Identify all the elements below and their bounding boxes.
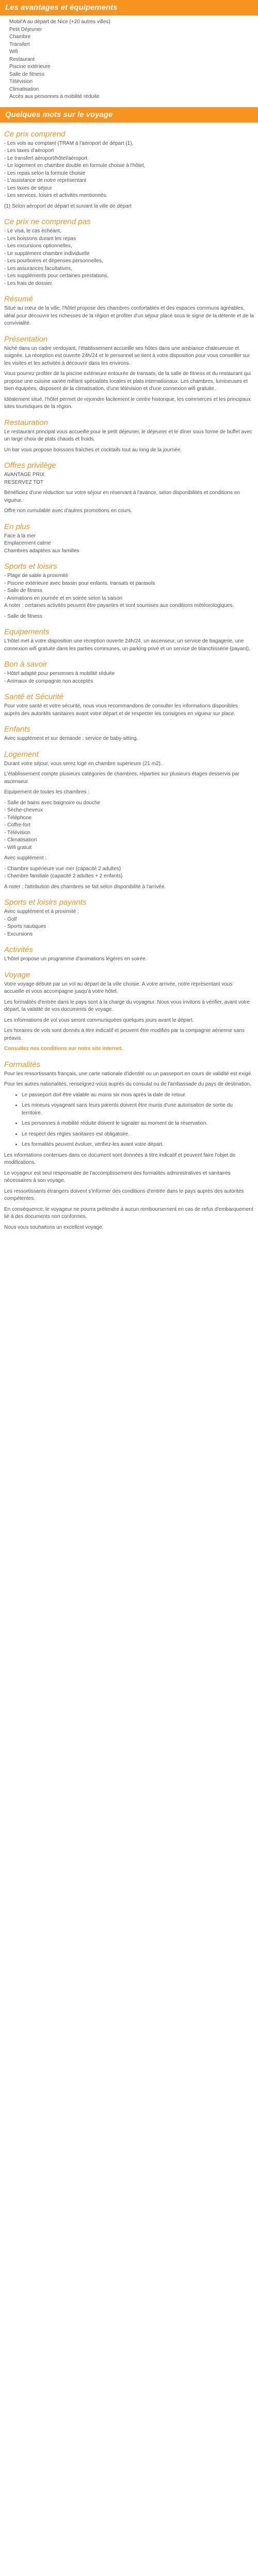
section-title: Résumé: [4, 295, 33, 303]
room-capacity-list: [4, 866, 254, 880]
good-to-know-list: [4, 670, 254, 685]
list-item: - Les taxes de séjour: [4, 185, 52, 191]
paragraph: Bénéficiez d'une réduction sur votre séjour en réservant à l'avance, selon disponibilités et conditions en vigueur.: [4, 490, 240, 503]
advantages-banner: Les avantages et équipements: [0, 0, 258, 15]
list-item: Climatisation: [9, 86, 39, 92]
section-title: Bon à savoir: [4, 660, 47, 669]
section-title: Formalités: [4, 1060, 41, 1069]
page: [0, 0, 258, 1250]
list-item: Chambres adaptées aux familles: [4, 548, 79, 554]
list-item: AVANTAGE PRIX: [4, 472, 45, 478]
offers-list: [4, 471, 254, 486]
list-item: - Chambre familiale (capacité 2 adultes + 2 enfants): [4, 873, 123, 879]
paragraph: Niché dans un cadre verdoyant, l'établissement accueille ses hôtes dans une ambiance chaleureuse et soignée. La réception est ouverte 24h/24 et le personnel se tient à votre disposition pour vous conseiller sur les visites et les activités à découvrir dans les environs.: [4, 345, 250, 366]
list-item: - Le visa, le cas échéant,: [4, 228, 61, 234]
section-title: Voyage: [4, 970, 30, 979]
footnote: (1) Selon aéroport de départ et suivant la ville de départ: [4, 203, 132, 209]
list-item: - Animations en journée et en soirée selon la saison: [4, 595, 123, 601]
list-item: Accès aux personnes à mobilité réduite: [9, 94, 100, 99]
paragraph: Vous pourrez profiter de la piscine extérieure entourée de transats, de la salle de fitness et du restaurant qui propose une cuisine variée mêlant spécialités locales et plats internationaux. Les chambres, lumineuses et bien équipées, disposent de la climatisation, d'une télévision et d'une connexion wifi gratuite.: [4, 371, 251, 392]
list-item: - Plage de sable à proximité: [4, 573, 68, 579]
list-item: - Les frais de dossier.: [4, 280, 54, 286]
paragraph: A noter : certaines activités peuvent être payantes et sont soumises aux conditions météorologiques.: [4, 603, 234, 608]
section-title: Enfants: [4, 725, 30, 734]
paragraph: Les ressortissants étrangers doivent s'informer des conditions d'entrée dans le pays auprès des autorités compétentes.: [4, 1188, 244, 1201]
paragraph: L'hôtel met à votre disposition une réception ouverte 24h/24, un ascenseur, un service de bagagerie, une connexion wifi gratuite dans les parties communes, un parking privé et un service de blanchisserie (payant).: [4, 638, 250, 652]
list-item: Salle de fitness: [9, 71, 44, 77]
paragraph: Nous vous souhaitons un excellent voyage.: [4, 1224, 104, 1230]
section-title: Sports et loisirs: [4, 562, 57, 571]
list-item: - Sèche-cheveux: [4, 807, 43, 813]
list-item: - Le supplément chambre individuelle: [4, 250, 90, 257]
formalities-list: [4, 1092, 254, 1149]
list-item: Emplacement calme: [4, 540, 51, 546]
paragraph: En conséquence, le voyageur ne pourra prétendre à aucun remboursement en cas de refus d'embarquement lié à des documents non conformes.: [4, 1206, 253, 1219]
list-item: Télévision: [9, 79, 33, 84]
paragraph: Pour les ressortissants français, une carte nationale d'identité ou un passeport en cours de validité est exigé.: [4, 1071, 253, 1077]
paragraph: Les horaires de vols sont donnés à titre indicatif et peuvent être modifiés par la compagnie aérienne sans préavis.: [4, 1028, 245, 1041]
list-item: RESERVEZ TOT: [4, 479, 44, 485]
list-item: - Salle de bains avec baignoire ou douche: [4, 800, 101, 806]
list-item: - Wifi gratuit: [4, 844, 32, 851]
list-item: Petit Déjeuner: [9, 26, 42, 32]
excluded-list: [4, 228, 254, 287]
paragraph: A noter : l'attribution des chambres se fait selon disponibilité à l'arrivée.: [4, 884, 166, 890]
paragraph: Les formalités d'entrée dans le pays sont à la charge du voyageur. Nous vous invitons à vérifier, avant votre départ, la validité de vos documents de voyage.: [4, 999, 250, 1012]
section-title: Offres privilège: [4, 461, 56, 470]
list-item: - Hôtel adapté pour personnes à mobilité réduite: [4, 671, 115, 676]
section-title: Présentation: [4, 334, 48, 344]
list-item: - Excursions: [4, 931, 33, 937]
list-item: - Chambre supérieure vue mer (capacité 2 adultes): [4, 866, 121, 872]
list-item: • Le passeport doit être valable au moins six mois après la date de retour.: [22, 1092, 254, 1099]
paragraph: Les informations de vol vous seront communiquées quelques jours avant le départ.: [4, 1017, 194, 1023]
list-item: - Les repas selon la formule choisie: [4, 170, 86, 176]
list-item: - Le logement en chambre double en formule choisie à l'hôtel,: [4, 163, 146, 168]
paragraph: Le voyageur est seul responsable de l'accomplissement des formalités administratives et sanitaires nécessaires à son voyage.: [4, 1170, 231, 1183]
section-title: Logement: [4, 750, 39, 759]
list-item: Transfert: [9, 41, 30, 47]
section-title: Santé et Sécurité: [4, 692, 64, 701]
sports-list: [4, 572, 254, 602]
included-list: [4, 140, 254, 200]
list-item: - Les services, loisirs et activités mentionnés.: [4, 193, 108, 198]
list-item: - Les taxes d'aéroport: [4, 148, 54, 154]
list-item: - Coffre-fort: [4, 822, 30, 828]
paragraph: L'établissement compte plusieurs catégories de chambres, réparties sur plusieurs étages desservis par ascenseur.: [4, 771, 240, 785]
paragraph: L'hôtel propose un programme d'animations légères en soirée.: [4, 956, 147, 962]
list-item: - L'assistance de notre représentant: [4, 178, 87, 183]
paragraph: Un bar vous propose boissons fraîches et cocktails tout au long de la journée.: [4, 447, 182, 453]
list-item: Wifi: [9, 49, 18, 55]
list-item: Restaurant: [9, 56, 35, 62]
section-title: Activités: [4, 945, 33, 954]
paragraph: Votre voyage débute par un vol au départ de la ville choisie. A votre arrivée, notre représentant vous accueille et vous accompagne jusqu'à votre hôtel.: [4, 981, 233, 994]
paragraph: Situé au cœur de la ville, l'hôtel propose des chambres confortables et des espaces communs agréables, idéal pour découvrir les richesses de la région et profiter d'un séjour placé sous le signe de la détente et de la convivialité.: [4, 306, 254, 326]
paragraph: Les informations contenues dans ce document sont données à titre indicatif et peuvent faire l'objet de modifications.: [4, 1152, 236, 1165]
list-item: • Le respect des règles sanitaires est obligatoire.: [22, 1131, 254, 1139]
section-title: Sports et loisirs payants: [4, 898, 87, 907]
notes-banner: Quelques mots sur le voyage: [0, 107, 258, 123]
list-item: Mobil'A au départ de Nice (+20 autres villes): [9, 19, 110, 25]
list-item: - Sports nautiques: [4, 924, 46, 929]
list-item: - Le transfert aéroport/hôtel/aéroport: [4, 155, 88, 161]
paragraph: Pour votre santé et votre sécurité, nous vous recommandons de consulter les informations disponibles auprès des autorités sanitaires avant votre départ et de respecter les consignes en vigueur sur place.: [4, 703, 238, 717]
paragraph: Le restaurant principal vous accueille pour le petit déjeuner, le déjeuner et le dîner sous forme de buffet avec un large choix de plats chauds et froids.: [4, 429, 252, 442]
list-item: - Salle de fitness: [4, 588, 42, 594]
section-title: Equipements: [4, 628, 50, 636]
advantages-list: [4, 19, 254, 101]
list-item: • Les personnes à mobilité réduite doivent le signaler au moment de la réservation.: [22, 1120, 254, 1128]
extras-list: [4, 533, 254, 555]
section-title: Ce prix comprend: [4, 129, 66, 139]
paragraph: Idéalement situé, l'hôtel permet de rejoindre facilement le centre historique, les commerces et les principaux sites touristiques de la région.: [4, 396, 251, 410]
paragraph: Avec supplément et sur demande : service de baby-sitting.: [4, 736, 138, 741]
list-item: - Les boissons durant les repas: [4, 235, 76, 242]
section-title: En plus: [4, 522, 30, 531]
list-item: - Piscine extérieure avec bassin pour enfants, transats et parasols: [4, 580, 155, 586]
list-item: - Les assurances facultatives,: [4, 265, 72, 272]
list-item: - Les pourboires et dépenses personnelles,: [4, 258, 103, 264]
conditions-link[interactable]: Consultez nos conditions sur notre site internet.: [4, 1046, 123, 1052]
list-item: Avec supplément et à proximité :: [4, 909, 79, 914]
list-item: • Les mineurs voyageant sans leurs parents doivent être munis d'une autorisation de sortie du territoire.: [22, 1102, 254, 1117]
paragraph: - Salle de fitness: [4, 613, 42, 619]
list-item: Face à la mer: [4, 533, 36, 539]
paragraph: Offre non cumulable avec d'autres promotions en cours.: [4, 508, 132, 514]
list-item: - Golf: [4, 916, 17, 922]
list-item: - Les vols au comptant (TRAM à l'aéroport de départ (1),: [4, 140, 134, 146]
list-item: - Télévision: [4, 829, 30, 836]
list-item: Piscine extérieure: [9, 64, 51, 70]
list-item: - Téléphone: [4, 815, 32, 821]
paragraph: Equipement de toutes les chambres :: [4, 789, 90, 795]
room-equipment-list: [4, 800, 254, 852]
list-item: - Animaux de compagnie non acceptés: [4, 678, 93, 684]
list-item: Chambre: [9, 34, 31, 40]
list-item: - Climatisation: [4, 837, 37, 843]
list-item: - Les excursions optionnelles,: [4, 243, 72, 249]
section-title: Ce prix ne comprend pas: [4, 217, 91, 226]
paragraph: Avec supplément :: [4, 855, 47, 861]
list-item: - Les suppléments pour certaines prestations,: [4, 273, 109, 279]
paragraph: Durant votre séjour, vous serez logé en chambre supérieure (21 m2).: [4, 760, 162, 767]
list-item: • Les formalités peuvent évoluer, vérifiez-les avant votre départ.: [22, 1141, 254, 1149]
paragraph: Pour les autres nationalités, renseignez-vous auprès du consulat ou de l'ambassade du pays de destination.: [4, 1081, 251, 1087]
paid-activities-list: [4, 908, 254, 938]
section-title: Restauration: [4, 418, 49, 427]
